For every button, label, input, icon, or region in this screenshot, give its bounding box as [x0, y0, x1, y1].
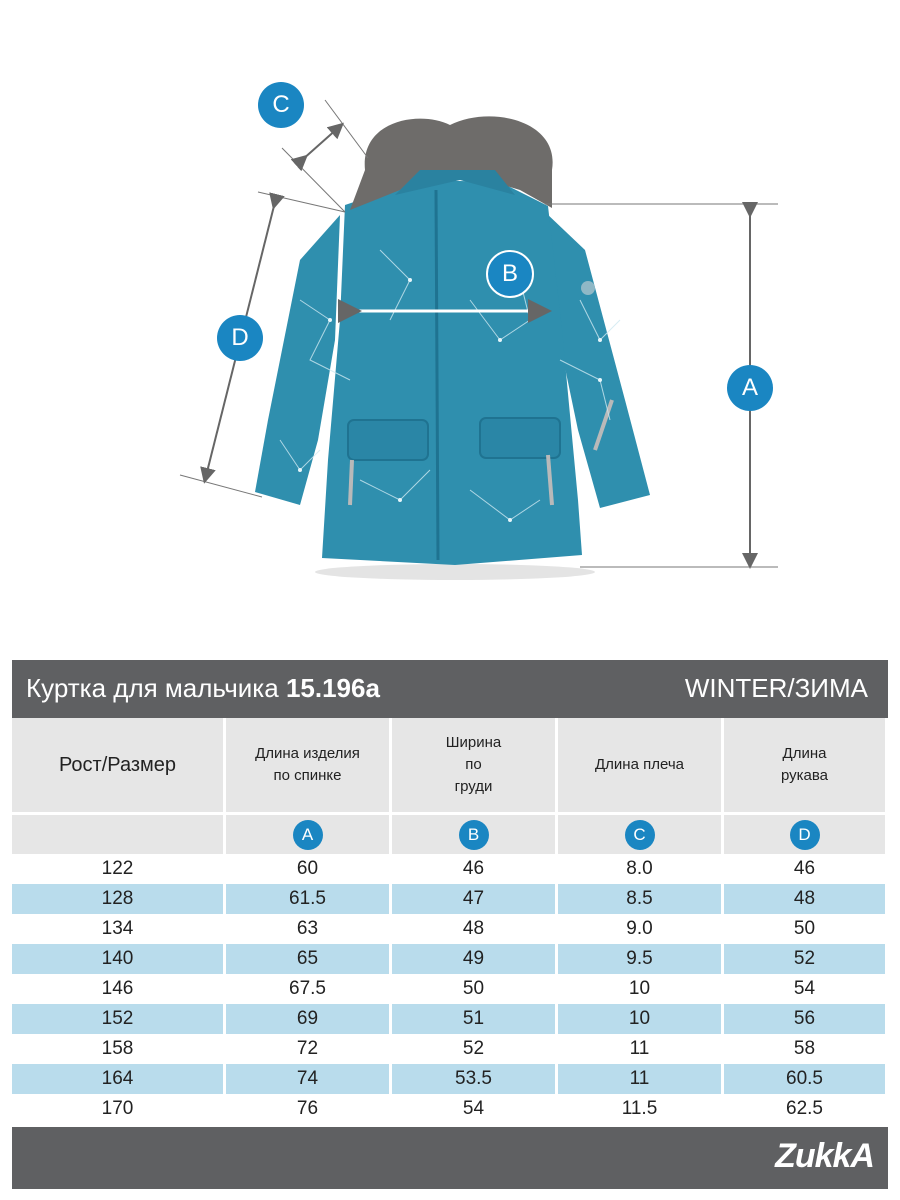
- column-header: Длина рукава: [724, 718, 888, 815]
- table-row: [12, 884, 888, 914]
- table-row: [12, 914, 888, 944]
- table-cell: 146: [12, 974, 226, 1004]
- footer-bar: [12, 1127, 888, 1189]
- table-cell: 11.5: [558, 1094, 724, 1124]
- table-cell: 65: [226, 944, 392, 974]
- table-cell: 11: [558, 1034, 724, 1064]
- table-cell: 152: [12, 1004, 226, 1034]
- table-cell: 50: [724, 914, 888, 944]
- table-cell: 67.5: [226, 974, 392, 1004]
- table-row: [12, 1094, 888, 1124]
- table-cell: 62.5: [724, 1094, 888, 1124]
- table-cell: 61.5: [226, 884, 392, 914]
- table-cell: 49: [392, 944, 558, 974]
- column-marker-cell: [226, 815, 392, 854]
- table-cell: 11: [558, 1064, 724, 1094]
- table-cell: 8.5: [558, 884, 724, 914]
- table-cell: 122: [12, 854, 226, 884]
- table-cell: 48: [724, 884, 888, 914]
- column-header: Длина плеча: [558, 718, 724, 815]
- table-cell: 164: [12, 1064, 226, 1094]
- table-cell: 60.5: [724, 1064, 888, 1094]
- table-cell: 52: [392, 1034, 558, 1064]
- brand-logo: ZukkA: [775, 1137, 874, 1175]
- product-code: 15.196a: [285, 673, 380, 703]
- size-rows: [12, 854, 888, 1124]
- column-marker: C: [625, 820, 655, 850]
- table-cell: 58: [724, 1034, 888, 1064]
- table-cell: 76: [226, 1094, 392, 1124]
- table-cell: 128: [12, 884, 226, 914]
- table-cell: 50: [392, 974, 558, 1004]
- table-cell: 140: [12, 944, 226, 974]
- table-row: [12, 1034, 888, 1064]
- table-cell: 10: [558, 974, 724, 1004]
- table-cell: 54: [724, 974, 888, 1004]
- table-cell: 60: [226, 854, 392, 884]
- column-marker-cell: [392, 815, 558, 854]
- table-cell: 8.0: [558, 854, 724, 884]
- table-row: [12, 944, 888, 974]
- table-cell: 72: [226, 1034, 392, 1064]
- table-cell: 46: [724, 854, 888, 884]
- marker-b: B: [486, 250, 534, 298]
- product-title: [26, 673, 380, 704]
- table-row: [12, 974, 888, 1004]
- table-cell: 74: [226, 1064, 392, 1094]
- marker-d: D: [217, 315, 263, 361]
- table-cell: 10: [558, 1004, 724, 1034]
- table-cell: 63: [226, 914, 392, 944]
- marker-row: [12, 815, 888, 854]
- table-cell: 9.0: [558, 914, 724, 944]
- column-header: Рост/Размер: [12, 718, 226, 815]
- table-cell: 9.5: [558, 944, 724, 974]
- column-header: Ширина по груди: [392, 718, 558, 815]
- table-cell: 54: [392, 1094, 558, 1124]
- season-label: WINTER/ЗИМА: [684, 673, 868, 703]
- table-cell: 51: [392, 1004, 558, 1034]
- table-cell: 56: [724, 1004, 888, 1034]
- table-cell: 52: [724, 944, 888, 974]
- marker-a: A: [727, 365, 773, 411]
- table-cell: 46: [392, 854, 558, 884]
- column-header: Длина изделия по спинке: [226, 718, 392, 815]
- marker-c: C: [258, 82, 304, 128]
- column-marker-cell: [558, 815, 724, 854]
- column-marker: B: [459, 820, 489, 850]
- column-marker-cell: [724, 815, 888, 854]
- column-marker: A: [293, 820, 323, 850]
- table-row: [12, 854, 888, 884]
- column-marker: D: [790, 820, 820, 850]
- table-cell: 170: [12, 1094, 226, 1124]
- column-header-row: [12, 718, 888, 815]
- size-chart-table: [12, 718, 888, 1124]
- table-row: [12, 1004, 888, 1034]
- table-cell: 53.5: [392, 1064, 558, 1094]
- product-title-text: Куртка для мальчика: [26, 673, 286, 703]
- table-cell: 47: [392, 884, 558, 914]
- table-row: [12, 1064, 888, 1094]
- size-chart-header: [12, 660, 888, 718]
- table-cell: 48: [392, 914, 558, 944]
- table-cell: 158: [12, 1034, 226, 1064]
- column-marker-cell: [12, 815, 226, 854]
- table-cell: 134: [12, 914, 226, 944]
- table-cell: 69: [226, 1004, 392, 1034]
